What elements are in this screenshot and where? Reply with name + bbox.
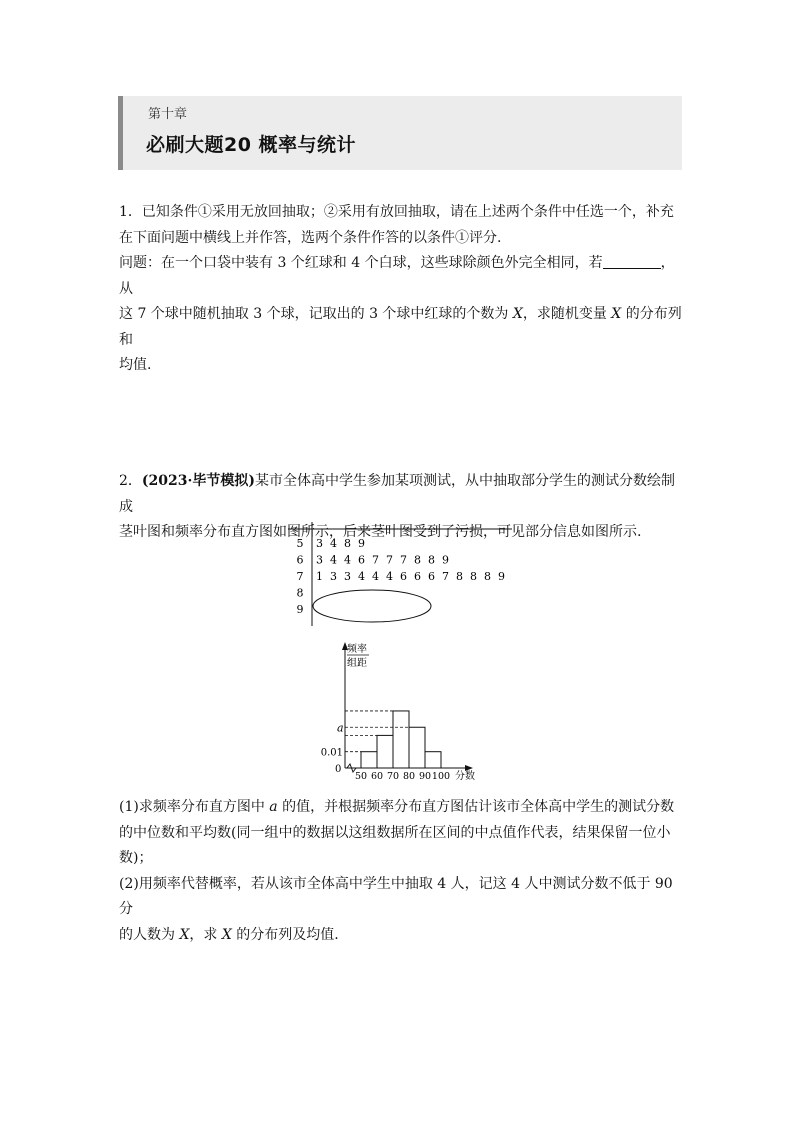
q2-text: (1)求频率分布直方图中 <box>119 799 270 815</box>
q2-text: 的人数为 <box>119 926 180 943</box>
leaf-digit: 7 <box>372 553 379 567</box>
variable-x: X <box>179 926 190 943</box>
q2-sub1-line: 数)； <box>119 850 153 866</box>
leaf-digit: 6 <box>414 570 421 583</box>
q1-text: ，求随机变量 <box>522 306 612 322</box>
y-tick-label-a: a <box>337 721 344 735</box>
q1-text: 的分布列和 <box>119 306 682 348</box>
q1-line <box>119 302 685 353</box>
leaf-digit: 1 <box>316 570 323 583</box>
leaf-digit: 4 <box>372 570 379 583</box>
leaf-digit: 3 <box>344 570 351 583</box>
leaf-digit: 8 <box>456 570 463 583</box>
leaf-digit: 9 <box>358 537 365 550</box>
q2-text: 某市全体高中学生参加某项测试，从中抽取部分学生的测试分数绘制成 <box>119 473 676 515</box>
question-2-parts <box>119 795 685 948</box>
leaf-digit: 3 <box>330 570 337 583</box>
q2-source: (2023·毕节模拟) <box>141 473 256 489</box>
frequency-histogram <box>305 640 505 782</box>
histogram-bar <box>361 752 377 768</box>
y-label-top: 频率 <box>347 644 367 655</box>
leaf-digit: 7 <box>400 553 407 567</box>
leaf-digit: 8 <box>414 553 421 567</box>
q2-sub1-line: 的中位数和平均数(同一组中的数据以这组数据所在区间的中点值作代表，结果保留一位小 <box>119 824 671 841</box>
question-1 <box>119 200 685 379</box>
q2-number: 2． <box>119 473 142 489</box>
leaf-digit: 8 <box>428 553 435 567</box>
stem-digit: 7 <box>296 570 304 583</box>
smudge-ellipse <box>313 590 431 622</box>
y-label-bottom: 组距 <box>347 658 367 669</box>
variable-a: a <box>269 799 278 815</box>
leaf-digit: 3 <box>316 553 323 567</box>
stem-leaf-plot <box>288 522 518 630</box>
y-tick-label: 0.01 <box>320 747 343 759</box>
leaf-digit: 9 <box>442 553 449 567</box>
x-tick-label: 80 <box>402 771 416 782</box>
q1-text: 问题：在一个口袋中装有 3 个红球和 4 个白球，这些球除颜色外完全相同，若 <box>119 255 603 271</box>
leaf-digit: 8 <box>470 570 477 583</box>
x-tick-label: 100 <box>431 771 451 782</box>
q2-text: 的值，并根据频率分布直方图估计该市全体高中学生的测试分数 <box>277 799 675 815</box>
q2-sub2-line <box>119 923 685 949</box>
variable-x: X <box>221 926 232 943</box>
histogram-bar <box>393 711 409 768</box>
q1-text: ，从 <box>119 255 675 297</box>
histogram-bar <box>377 735 393 768</box>
x-tick-label: 60 <box>370 771 384 782</box>
chapter-label: 第十章 <box>148 107 188 122</box>
leaf-digit: 3 <box>316 537 323 550</box>
leaf-digit: 9 <box>498 570 505 583</box>
origin-label: 0 <box>335 764 342 775</box>
variable-x: X <box>512 306 523 322</box>
stem-digit: 6 <box>296 553 304 567</box>
q1-line <box>119 251 685 302</box>
q2-sub2-line: (2)用频率代替概率，若从该市全体高中学生中抽取 4 人，记这 4 人中测试分数不低于 90 分 <box>119 875 673 917</box>
q2-line <box>119 469 685 520</box>
q1-text: 这 7 个球中随机抽取 3 个球，记取出的 3 个球中红球的个数为 <box>119 306 513 322</box>
stem-digit: 9 <box>296 603 304 616</box>
leaf-digit: 4 <box>358 570 365 583</box>
x-tick-label: 90 <box>418 771 432 782</box>
stem-digit: 8 <box>296 586 304 600</box>
q2-text: 的分布列及均值. <box>231 926 339 943</box>
q2-text: ，求 <box>189 926 222 943</box>
page-title: 必刷大题20 概率与统计 <box>146 134 357 156</box>
leaf-digit: 6 <box>428 570 435 583</box>
leaf-digit: 4 <box>330 553 337 567</box>
q1-line: 均值. <box>119 357 152 373</box>
x-tick-label: 70 <box>386 771 400 782</box>
q2-sub1-line <box>119 795 685 821</box>
header-accent-bar <box>118 96 123 170</box>
variable-x: X <box>611 306 622 322</box>
leaf-digit: 8 <box>484 570 491 583</box>
leaf-digit: 7 <box>386 553 393 567</box>
q1-line: 1．已知条件①采用无放回抽取；②采用有放回抽取，请在上述两个条件中任选一个，补充 <box>119 204 674 220</box>
stem-digit: 5 <box>296 537 304 550</box>
leaf-digit: 4 <box>330 537 337 550</box>
leaf-digit: 7 <box>442 570 449 583</box>
histogram-bar <box>409 727 425 768</box>
leaf-digit: 6 <box>358 553 365 567</box>
histogram-bar <box>425 752 441 768</box>
x-axis-label: 分数 <box>455 771 475 782</box>
x-tick-label: 50 <box>354 771 368 782</box>
answer-blank[interactable] <box>603 254 661 269</box>
leaf-digit: 4 <box>386 570 393 583</box>
q2-line: 茎叶图和频率分布直方图如图所示，后来茎叶图受到了污损，可见部分信息如图所示. <box>119 524 642 540</box>
q1-line: 在下面问题中横线上并作答，选两个条件作答的以条件①评分. <box>119 229 502 246</box>
leaf-digit: 6 <box>400 570 407 583</box>
leaf-digit: 4 <box>344 553 351 567</box>
leaf-digit: 8 <box>344 537 351 550</box>
